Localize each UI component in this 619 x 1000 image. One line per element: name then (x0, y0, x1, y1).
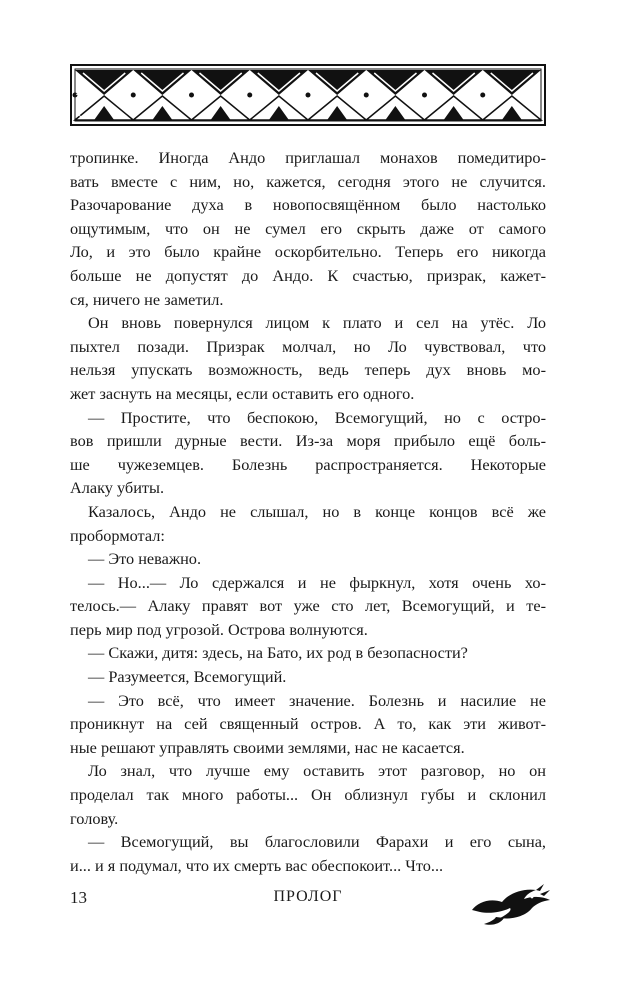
text-line: — Разумеется, Всемогущий. (88, 667, 287, 687)
running-title: ПРОЛОГ (273, 888, 343, 905)
text-line: нельзя упускать возможность, ведь теперь дух вновь мо- (70, 360, 546, 380)
text-line: Казалось, Андо не слышал, но в конце концов всё же (88, 501, 546, 521)
text-line: Ло, и это было крайне оскорбительно. Теперь его никогда (70, 242, 546, 262)
text-line: — Простите, что беспокою, Всемогущий, но с остро- (88, 407, 546, 427)
text-line: проделал так много работы... Он облизнул губы и склонил (70, 785, 546, 805)
text-line: — Скажи, дитя: здесь, на Бато, их род в безопасности? (88, 643, 468, 663)
text-line: больше не допустят до Андо. К счастью, призрак, кажет- (70, 265, 546, 285)
text-line: ся, ничего не заметил. (70, 289, 224, 309)
text-line: Алаку убиты. (70, 478, 165, 498)
text-line: жет заснуть на месяцы, если оставить его одного. (70, 383, 415, 403)
page-footer (70, 880, 546, 930)
text-line: вов пришли дурные вести. Из-за моря прибыло ещё боль- (70, 431, 546, 451)
text-line: ше чужеземцев. Болезнь распространяется. Некоторые (70, 454, 546, 474)
text-line: вать вместе с ним, но, кажется, сегодня этого не случится. (70, 171, 546, 191)
text-line: пробормотал: (70, 525, 165, 545)
text-line: — Это неважно. (88, 549, 202, 569)
text-line: — Но...— Ло сдержался и не фыркнул, хотя очень хо- (88, 572, 546, 592)
text-line: Ло знал, что лучше ему оставить этот разговор, но он (88, 761, 546, 781)
text-line: ощутимым, что он не сумел его скрыть даже от самого (70, 218, 546, 238)
text-line: — Это всё, что имеет значение. Болезнь и насилие не (88, 690, 546, 710)
text-line: тропинке. Иногда Андо приглашал монахов помедитиро- (70, 148, 546, 167)
text-line: проникнут на сей священный остров. А то, как эти живот- (70, 714, 546, 734)
text-line: голову. (70, 808, 119, 828)
text-line: ные решают управлять своими землями, нас не касается. (70, 737, 465, 757)
text-line: перь мир под угрозой. Острова волнуются. (70, 619, 368, 639)
text-line: — Всемогущий, вы благословили Фарахи и его сына, (88, 832, 546, 852)
text-line: и... и я подумал, что их смерть вас обеспокоит... Что... (70, 855, 444, 875)
dragon-emblem-icon (464, 880, 554, 928)
text-line: Разочарование духа в новопосвящённом было настолько (70, 195, 546, 215)
body-text (70, 146, 546, 877)
header-ornament (70, 64, 546, 126)
text-line: Он вновь повернулся лицом к плато и сел на утёс. Ло (88, 313, 546, 333)
text-line: телось.— Алаку правят вот уже сто лет, Всемогущий, и те- (70, 596, 546, 616)
page-number: 13 (70, 888, 87, 907)
text-line: пыхтел позади. Призрак молчал, но Ло чувствовал, что (70, 336, 546, 356)
zigzag-ornament-border (70, 64, 546, 126)
